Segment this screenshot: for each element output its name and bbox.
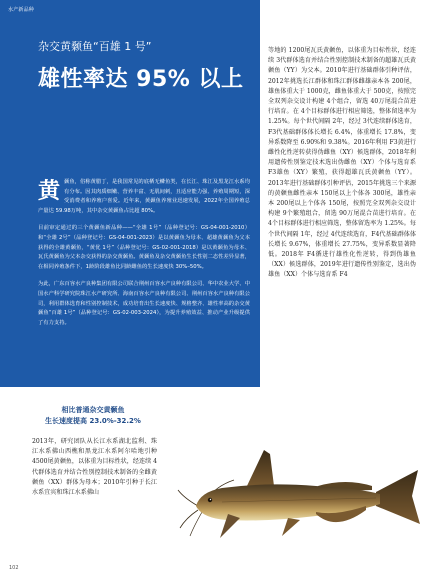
left-body-text: 2013年，研究团队从长江水系湖北监利、珠江水系佛山西樵和黑龙江水系阿尔哈地引种 4500尾黄颡鱼，以体重为目标性状，经连续 4代群体选育并结合性别控制技术制备的全雌黄颡鱼（XX）群体为母本；2010年引种于长江水系宜宾和珠江水系佛山 bbox=[32, 438, 157, 497]
article-kicker: 杂交黄颡鱼“百雄 1 号” bbox=[38, 40, 152, 53]
intro-panel bbox=[0, 0, 260, 387]
section-tag: 水产新品种 bbox=[8, 7, 35, 13]
page-number: 102 bbox=[9, 565, 19, 571]
intro-text bbox=[38, 178, 250, 336]
caption-line-1: 相比普通杂交黄颡鱼 bbox=[61, 406, 125, 414]
article-headline: 雄性率达 95% 以上 bbox=[38, 67, 244, 92]
catfish-illustration-icon bbox=[176, 440, 426, 556]
intro-paragraph-2: 目前审定通过的三个黄颡鱼新品种——“全雄 1号”（品种登记号：GS-04-001-2010）和“全雄 2号”（品种登记号：GS-04-001-2023）是以黄颡鱼为母本、超雄黄颡鱼为父本获得的全雄黄颡鱼，“黄优 1号”（品种登记号：GS-02-001-2018）是以黄颡鱼为母本、瓦氏黄颡鱼为父本杂交获得的杂交黄颡鱼。黄颡鱼及杂交黄颡鱼生长性别二态性差异显著，在相同养殖条件下，1龄阶段雄鱼比同龄雌鱼的生长速度快 30%–50%。 bbox=[38, 225, 250, 270]
intro-paragraph-1-text: 颡鱼，俗称黄腊丁，是我国常见的底栖无鳞鱼类，在长江、珠江及黑龙江水系均有分布。因其肉质细嫩、营养丰富、无肌间刺，且适应能力强、养殖周期短，深受消费者和养殖户喜爱。近年来，黄颡鱼养殖业迅速发展，2022年全国养殖总产量达 59.98万吨，其中杂交黄颡鱼占比超 80%。 bbox=[38, 179, 250, 214]
intro-paragraph-1 bbox=[38, 178, 250, 216]
intro-paragraph-3: 为此，广东百容水产良种集团有限公司联合荆州百容水产良种有限公司、华中农业大学、中国水产科学研究院珠江水产研究所、海南百容水产良种有限公司、荆州百容水产良种有限公司，利用群体选育和性别控制技术，成功培育出生长速度快、规格整齐、雄性率高的杂交黄颡鱼“百雄 1号”（品种登记号：GS-02-003-2024），为提升养殖效益、推动产业升级提供了有力支持。 bbox=[38, 281, 250, 326]
dropcap: 黄 bbox=[38, 178, 61, 204]
right-column-paragraph: 等地的 1200尾瓦氏黄颡鱼，以体重为目标性状，经连续 3代群体选育并结合性别控制技术制备的超雄瓦氏黄颡鱼（YY）为父本。2010年进行基础群体引种评估，2012年挑选长江群体和珠江群体雌雄亲本各 200尾，雄鱼体重大于 1000克，雌鱼体重大于 500克，按照完全双列杂交设计构建 4个组合，留选 40万尾混合苗进行培育。在 4个目标群体进行相应筛选，整体留选率为 1.25%。每个世代间隔 2年，经过 3代连续群体选育，F3代基础群体体长增长 6.4%，体重增长 17.8%，变异系数降至 6.90%和 9.38%。2016年利用 F3黄进行雌性化性逆转获得伪雌鱼（XY）候选群体，2018年利用遗传性别鉴定技术选出伪雌鱼（XY）个体与选育系 F3雄鱼（XY）繁殖，获得超雄瓦氏黄颡鱼（YY）。2013年进行基础群体引种评估，2015年挑选三个来源的黄颡鱼雌性亲本 150尾以上个体各 300尾，雄性亲本 200尾以上个体各 150尾，按照完全双列杂交设计构建 9个繁殖组合，留选 90万尾混合苗进行培育。在 4个目标群体进行相应筛选，整体留选率为 1.25%。每个世代间隔 1年，经过 4代连续选育，F4代基础群体体长增长 9.67%，体重增长 27.75%，变异系数显著降低。2018年 F4循进行雄性化性逆转，得到伪雄鱼（XX）候选群体，2019年进行遗传性别鉴定，选出伪雄鱼（XX）个体与选育系 F4 bbox=[268, 47, 416, 279]
figure-caption bbox=[18, 405, 168, 427]
right-column-text bbox=[268, 46, 416, 281]
caption-line-2: 生长速度提高 23.0%-32.2% bbox=[45, 417, 141, 425]
